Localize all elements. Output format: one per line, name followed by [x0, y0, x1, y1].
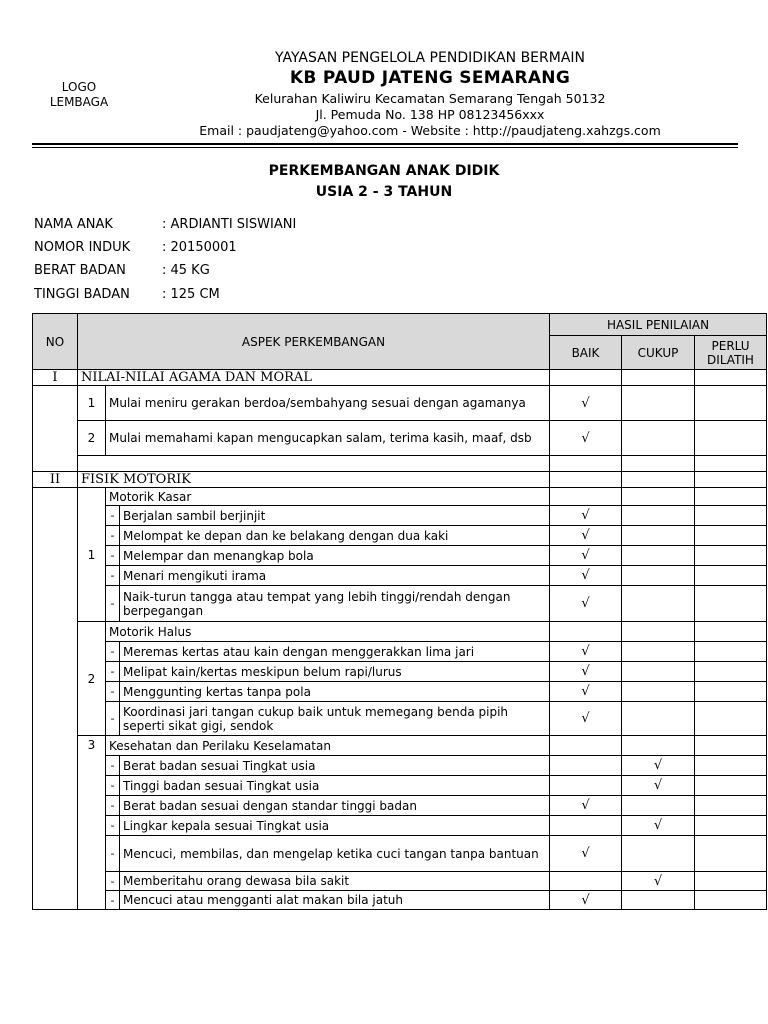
assessment-table	[32, 313, 767, 910]
info-label: TINGGI BADAN	[34, 287, 130, 302]
table-row: - Melompat ke depan dan ke belakang dengan dua kaki √	[33, 526, 767, 546]
item-text: Mulai meniru gerakan berdoa/sembahyang sesuai dengan agamanya	[106, 386, 550, 421]
group-title: Motorik Halus	[106, 622, 550, 642]
check-baik: √	[550, 421, 622, 456]
address-line-1: Kelurahan Kaliwiru Kecamatan Semarang Tengah 50132	[254, 91, 606, 106]
col-result-header: HASIL PENILAIAN	[550, 314, 767, 336]
check-baik: √	[550, 506, 622, 526]
item-text: Lingkar kepala sesuai Tingkat usia	[120, 816, 550, 836]
check-baik: √	[550, 586, 622, 622]
foundation-name: YAYASAN PENGELOLA PENDIDIKAN BERMAIN	[274, 50, 586, 66]
check-cukup: √	[622, 872, 695, 891]
check-baik: √	[550, 526, 622, 546]
col-no-header: NO	[33, 314, 78, 370]
group-no: 2	[78, 622, 106, 736]
check-baik: √	[550, 836, 622, 872]
document-title: PERKEMBANGAN ANAK DIDIK	[268, 163, 500, 179]
group-row	[33, 622, 767, 642]
item-text: Menari mengikuti irama	[120, 566, 550, 586]
item-text: Berat badan sesuai Tingkat usia	[120, 756, 550, 776]
col-perlu-header: PERLU DILATIH	[695, 336, 767, 370]
check-baik: √	[550, 891, 622, 910]
group-no: 3	[78, 736, 106, 910]
item-no: 2	[78, 421, 106, 456]
section-row	[33, 370, 767, 386]
group-row	[33, 736, 767, 756]
item-text: Berjalan sambil berjinjit	[120, 506, 550, 526]
section-title: FISIK MOTORIK	[78, 472, 550, 488]
col-cukup-header: CUKUP	[622, 336, 695, 370]
check-cukup: √	[622, 756, 695, 776]
item-text: Melompat ke depan dan ke belakang dengan dua kaki	[120, 526, 550, 546]
check-baik: √	[550, 662, 622, 682]
check-baik: √	[550, 682, 622, 702]
student-height-row	[34, 286, 220, 304]
group-no: 1	[78, 488, 106, 622]
section-no: II	[33, 472, 78, 488]
info-value: : 125 CM	[162, 287, 220, 302]
check-baik: √	[550, 642, 622, 662]
check-baik: √	[550, 386, 622, 421]
section-no: I	[33, 370, 78, 386]
col-baik-header: BAIK	[550, 336, 622, 370]
item-text: Melipat kain/kertas meskipun belum rapi/lurus	[120, 662, 550, 682]
info-value: : 20150001	[162, 240, 237, 255]
item-text: Berat badan sesuai dengan standar tinggi badan	[120, 796, 550, 816]
table-row: - Berat badan sesuai dengan standar tinggi badan √	[33, 796, 767, 816]
student-weight-row	[34, 262, 210, 280]
table-row: - Berjalan sambil berjinjit √	[33, 506, 767, 526]
info-label: NOMOR INDUK	[34, 240, 131, 255]
item-text: Mencuci atau mengganti alat makan bila jatuh	[120, 891, 550, 910]
info-label: BERAT BADAN	[34, 263, 126, 278]
item-text: Koordinasi jari tangan cukup baik untuk memegang benda pipih seperti sikat gigi, sendok	[120, 702, 550, 736]
item-text: Mulai memahami kapan mengucapkan salam, terima kasih, maaf, dsb	[106, 421, 550, 456]
check-baik: √	[550, 566, 622, 586]
item-text: Memberitahu orang dewasa bila sakit	[120, 872, 550, 891]
info-value: : ARDIANTI SISWIANI	[162, 217, 297, 232]
item-text: Tinggi badan sesuai Tingkat usia	[120, 776, 550, 796]
item-no: 1	[78, 386, 106, 421]
table-row: - Lingkar kepala sesuai Tingkat usia √	[33, 816, 767, 836]
logo-placeholder: LOGO LEMBAGA	[49, 80, 109, 109]
group-title: Kesehatan dan Perilaku Keselamatan	[106, 736, 550, 756]
section-title: NILAI-NILAI AGAMA DAN MORAL	[78, 370, 550, 386]
col-aspect-header: ASPEK PERKEMBANGAN	[78, 314, 550, 370]
table-row: - Berat badan sesuai Tingkat usia √	[33, 756, 767, 776]
check-baik: √	[550, 702, 622, 736]
table-row: - Koordinasi jari tangan cukup baik untuk memegang benda pipih seperti sikat gigi, sendok √	[33, 702, 767, 736]
info-value: : 45 KG	[162, 263, 210, 278]
item-text: Naik-turun tangga atau tempat yang lebih tinggi/rendah dengan berpegangan	[120, 586, 550, 622]
table-row: - Menari mengikuti irama √	[33, 566, 767, 586]
table-row: - Memberitahu orang dewasa bila sakit √	[33, 872, 767, 891]
check-cukup: √	[622, 776, 695, 796]
info-label: NAMA ANAK	[34, 217, 113, 232]
table-row	[33, 421, 767, 456]
table-row: - Tinggi badan sesuai Tingkat usia √	[33, 776, 767, 796]
table-row	[33, 386, 767, 421]
section-row	[33, 472, 767, 488]
table-row: - Mencuci atau mengganti alat makan bila jatuh √	[33, 891, 767, 910]
group-row	[33, 488, 767, 506]
student-id-row	[34, 239, 237, 257]
table-row: - Melipat kain/kertas meskipun belum rapi/lurus √	[33, 662, 767, 682]
item-text: Melempar dan menangkap bola	[120, 546, 550, 566]
student-name-row	[34, 216, 296, 234]
table-row: - Naik-turun tangga atau tempat yang lebih tinggi/rendah dengan berpegangan √	[33, 586, 767, 622]
table-row: - Meremas kertas atau kain dengan menggerakkan lima jari √	[33, 642, 767, 662]
item-text: Menggunting kertas tanpa pola	[120, 682, 550, 702]
check-baik: √	[550, 546, 622, 566]
contact-line: Email : paudjateng@yahoo.com - Website : http://paudjateng.xahzgs.com	[199, 123, 661, 138]
address-line-2: Jl. Pemuda No. 138 HP 08123456xxx	[315, 107, 545, 122]
header-rule-thin	[32, 147, 738, 148]
item-text: Meremas kertas atau kain dengan menggerakkan lima jari	[120, 642, 550, 662]
header-rule-thick	[32, 143, 738, 145]
item-text: Mencuci, membilas, dan mengelap ketika cuci tangan tanpa bantuan	[120, 836, 550, 872]
table-row: - Mencuci, membilas, dan mengelap ketika cuci tangan tanpa bantuan √	[33, 836, 767, 872]
document-subtitle: USIA 2 - 3 TAHUN	[315, 184, 453, 200]
check-baik: √	[550, 796, 622, 816]
school-name: KB PAUD JATENG SEMARANG	[289, 68, 571, 88]
check-cukup: √	[622, 816, 695, 836]
table-row: - Melempar dan menangkap bola √	[33, 546, 767, 566]
group-title: Motorik Kasar	[106, 488, 550, 506]
table-row: - Menggunting kertas tanpa pola √	[33, 682, 767, 702]
